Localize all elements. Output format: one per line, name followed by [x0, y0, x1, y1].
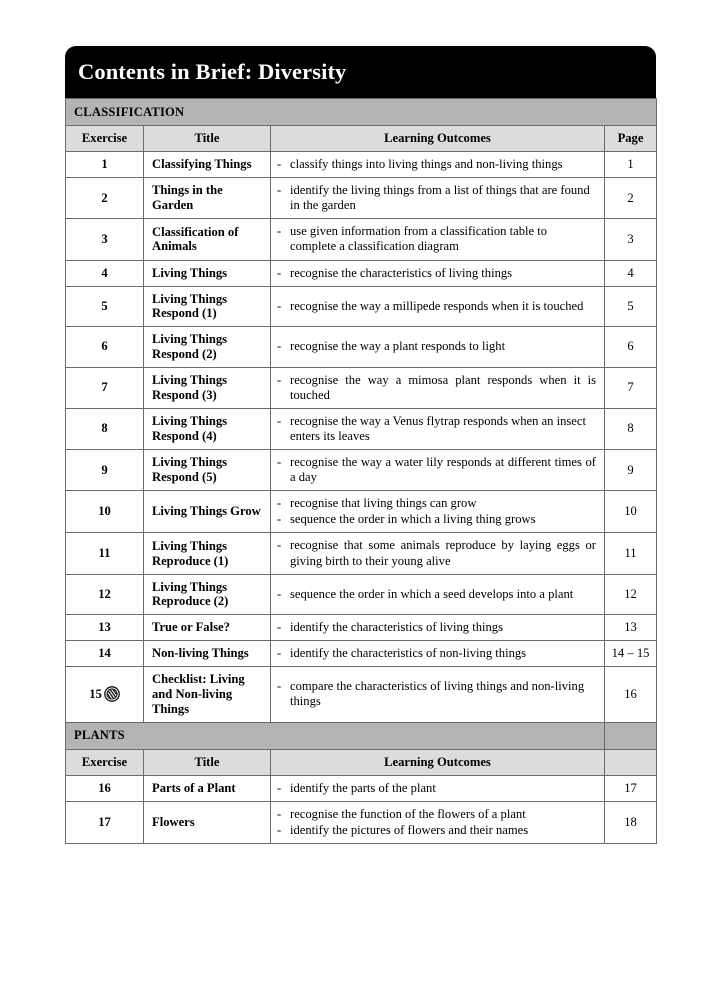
exercise-number-cell [66, 408, 144, 449]
page-number: 10 [605, 491, 657, 533]
learning-outcome-item [277, 807, 596, 822]
learning-outcome-text: identify the characteristics of non-living things [290, 646, 527, 661]
learning-outcome-text: sequence the order in which a living thing grows [290, 512, 536, 527]
learning-outcome-item [277, 587, 596, 602]
section-band-row [66, 722, 657, 749]
exercise-number-group [101, 232, 107, 247]
learning-outcome-item [277, 496, 596, 511]
learning-outcome-text: identify the pictures of flowers and their names [290, 822, 529, 837]
exercise-number-cell [66, 775, 144, 801]
learning-outcomes-list [277, 339, 596, 354]
learning-outcomes-cell [271, 260, 605, 286]
exercise-number-cell [66, 533, 144, 574]
learning-outcomes-cell [271, 615, 605, 641]
learning-outcome-text: recognise the way a millipede responds when it is touched [290, 298, 584, 313]
contents-table [65, 98, 657, 844]
exercise-number-group [98, 587, 111, 602]
bullet-dash-icon: - [277, 586, 282, 601]
learning-outcome-text: recognise the way a water lily responds at different times of a day [290, 455, 596, 485]
bullet-dash-icon: - [277, 265, 282, 280]
exercise-number: 17 [98, 814, 111, 829]
exercise-number-group [101, 266, 107, 281]
bullet-dash-icon: - [277, 157, 282, 171]
section-title: CLASSIFICATION [66, 99, 657, 126]
bullet-dash-icon: - [277, 224, 282, 239]
learning-outcomes-list [277, 299, 596, 314]
exercise-number: 7 [101, 380, 108, 395]
exercise-number-group [98, 504, 111, 519]
learning-outcome-item [277, 183, 596, 213]
exercise-title: Living Things Respond (5) [144, 450, 271, 491]
exercise-number-group [98, 815, 111, 830]
exercise-number-group [101, 339, 107, 354]
bullet-dash-icon: - [277, 298, 282, 313]
exercise-number: 10 [98, 504, 111, 519]
table-row[interactable] [66, 574, 657, 614]
page-number: 14 – 15 [605, 641, 657, 667]
column-header-page-blank [605, 749, 657, 775]
contents-sheet [65, 46, 656, 844]
bullet-dash-icon: - [277, 538, 282, 553]
page-number: 2 [605, 178, 657, 219]
page-number: 18 [605, 801, 657, 843]
exercise-number-cell [66, 450, 144, 491]
exercise-number: 4 [101, 265, 108, 280]
learning-outcomes-cell [271, 641, 605, 667]
exercise-number-cell [66, 178, 144, 219]
bullet-dash-icon: - [277, 512, 282, 527]
exercise-number-group [99, 546, 111, 561]
learning-outcomes-cell [271, 667, 605, 722]
exercise-title: Classifying Things [144, 152, 271, 178]
learning-outcome-item [277, 620, 596, 635]
exercise-number-cell [66, 260, 144, 286]
table-row[interactable] [66, 219, 657, 260]
section-band-spacer [605, 722, 657, 749]
table-row[interactable] [66, 260, 657, 286]
page-number: 1 [605, 152, 657, 178]
learning-outcome-text: recognise the characteristics of living things [290, 265, 513, 280]
learning-outcomes-list [277, 496, 596, 527]
learning-outcome-text: identify the characteristics of living things [290, 620, 503, 635]
exercise-title: Living Things [144, 260, 271, 286]
exercise-number-group [101, 463, 107, 478]
table-row[interactable] [66, 801, 657, 843]
column-header-page: Page [605, 126, 657, 152]
bullet-dash-icon: - [277, 183, 282, 198]
column-header-row [66, 126, 657, 152]
learning-outcomes-list [277, 157, 596, 172]
learning-outcome-text: identify the living things from a list of things that are found in the garden [290, 183, 590, 213]
exercise-title: True or False? [144, 615, 271, 641]
exercise-number-cell [66, 667, 144, 722]
learning-outcomes-list [277, 646, 596, 661]
page-number: 11 [605, 533, 657, 574]
table-row[interactable] [66, 408, 657, 449]
learning-outcome-text: identify the parts of the plant [290, 780, 436, 795]
learning-outcomes-list [277, 373, 596, 403]
learning-outcomes-list [277, 587, 596, 602]
bullet-dash-icon: - [277, 780, 282, 795]
table-row[interactable] [66, 775, 657, 801]
exercise-number-cell [66, 327, 144, 367]
page-number: 7 [605, 367, 657, 408]
exercise-number-group [98, 646, 111, 661]
exercise-title: Living Things Reproduce (1) [144, 533, 271, 574]
learning-outcomes-list [277, 266, 596, 281]
exercise-number: 3 [101, 231, 108, 246]
page-number: 16 [605, 667, 657, 722]
exercise-number: 2 [101, 190, 108, 205]
learning-outcomes-list [277, 538, 596, 568]
table-row[interactable] [66, 152, 657, 178]
exercise-number: 8 [101, 421, 108, 436]
table-row[interactable] [66, 327, 657, 367]
learning-outcome-text: recognise the way a mimosa plant responds when it is touched [290, 372, 596, 402]
table-row[interactable] [66, 178, 657, 219]
learning-outcomes-cell [271, 286, 605, 326]
exercise-number: 6 [101, 339, 108, 354]
page-number: 3 [605, 219, 657, 260]
page-number: 13 [605, 615, 657, 641]
exercise-title: Flowers [144, 801, 271, 843]
page-number: 4 [605, 260, 657, 286]
exercise-number-cell [66, 801, 144, 843]
exercise-title: Checklist: Living and Non-living Things [144, 667, 271, 722]
exercise-number: 16 [98, 780, 111, 795]
table-row[interactable] [66, 641, 657, 667]
learning-outcome-item [277, 414, 596, 444]
bullet-dash-icon: - [277, 496, 282, 511]
learning-outcome-text: recognise the way a Venus flytrap responds when an insect enters its leaves [290, 413, 586, 443]
learning-outcome-text: sequence the order in which a seed develops into a plant [290, 586, 574, 601]
learning-outcomes-list [277, 455, 596, 485]
table-row[interactable] [66, 615, 657, 641]
learning-outcomes-list [277, 183, 596, 213]
page-number: 8 [605, 408, 657, 449]
exercise-number: 5 [101, 298, 108, 313]
column-header-title: Title [144, 126, 271, 152]
learning-outcome-item [277, 646, 596, 661]
exercise-number-group [101, 299, 107, 314]
learning-outcomes-cell [271, 533, 605, 574]
page-number: 12 [605, 574, 657, 614]
learning-outcome-text: recognise the way a plant responds to light [290, 339, 506, 354]
learning-outcome-item [277, 339, 596, 354]
exercise-number-cell [66, 219, 144, 260]
exercise-title: Living Things Reproduce (2) [144, 574, 271, 614]
exercise-number-group [98, 620, 111, 635]
table-row[interactable] [66, 533, 657, 574]
exercise-number-cell [66, 615, 144, 641]
exercise-number-group [101, 421, 107, 436]
learning-outcomes-list [277, 781, 596, 796]
bullet-dash-icon: - [277, 822, 282, 837]
learning-outcomes-list [277, 224, 596, 254]
exercise-number-cell [66, 641, 144, 667]
learning-outcome-item [277, 823, 596, 838]
exercise-title: Non-living Things [144, 641, 271, 667]
table-row[interactable] [66, 667, 657, 722]
learning-outcome-item [277, 455, 596, 485]
learning-outcomes-list [277, 679, 596, 709]
table-row[interactable] [66, 367, 657, 408]
column-header-outcomes: Learning Outcomes [271, 749, 605, 775]
striped-disc-icon [104, 686, 120, 702]
exercise-title: Living Things Grow [144, 491, 271, 533]
learning-outcomes-list [277, 807, 596, 838]
exercise-title: Classification of Animals [144, 219, 271, 260]
learning-outcome-item [277, 157, 596, 172]
exercise-number-group [98, 781, 111, 796]
learning-outcomes-list [277, 414, 596, 444]
learning-outcomes-cell [271, 367, 605, 408]
exercise-title: Living Things Respond (3) [144, 367, 271, 408]
learning-outcome-text: use given information from a classification table to complete a classification diagram [290, 224, 548, 254]
exercise-number-group [101, 157, 107, 172]
section-band-row [66, 99, 657, 126]
learning-outcome-item [277, 781, 596, 796]
bullet-dash-icon: - [277, 620, 282, 635]
exercise-number: 13 [98, 620, 111, 635]
bullet-dash-icon: - [277, 646, 282, 661]
column-header-exercise: Exercise [66, 126, 144, 152]
exercise-number-group [89, 686, 120, 702]
column-header-outcomes: Learning Outcomes [271, 126, 605, 152]
learning-outcomes-cell [271, 327, 605, 367]
page-number: 6 [605, 327, 657, 367]
bullet-dash-icon: - [277, 339, 282, 354]
learning-outcome-text: recognise that some animals reproduce by laying eggs or giving birth to their young alive [290, 538, 596, 568]
page-number: 9 [605, 450, 657, 491]
learning-outcome-text: recognise that living things can grow [290, 496, 477, 511]
learning-outcomes-cell [271, 801, 605, 843]
bullet-dash-icon: - [277, 455, 282, 470]
learning-outcomes-cell [271, 491, 605, 533]
title-bar [65, 46, 656, 98]
learning-outcomes-cell [271, 219, 605, 260]
exercise-number: 1 [101, 157, 108, 172]
section-title: PLANTS [66, 722, 605, 749]
exercise-number-cell [66, 152, 144, 178]
learning-outcome-text: classify things into living things and non-living things [290, 157, 563, 171]
exercise-number: 9 [101, 462, 108, 477]
learning-outcome-text: recognise the function of the flowers of a plant [290, 806, 526, 821]
table-row[interactable] [66, 491, 657, 533]
exercise-title: Living Things Respond (1) [144, 286, 271, 326]
exercise-number-cell [66, 286, 144, 326]
exercise-title: Things in the Garden [144, 178, 271, 219]
exercise-number-group [101, 380, 107, 395]
learning-outcome-item [277, 679, 596, 709]
exercise-title: Living Things Respond (2) [144, 327, 271, 367]
learning-outcomes-cell [271, 152, 605, 178]
bullet-dash-icon: - [277, 806, 282, 821]
learning-outcome-item [277, 224, 596, 254]
learning-outcomes-cell [271, 775, 605, 801]
learning-outcomes-cell [271, 574, 605, 614]
learning-outcomes-cell [271, 450, 605, 491]
column-header-row [66, 749, 657, 775]
column-header-exercise: Exercise [66, 749, 144, 775]
learning-outcome-item [277, 373, 596, 403]
learning-outcome-item [277, 538, 596, 568]
exercise-number-cell [66, 367, 144, 408]
bullet-dash-icon: - [277, 679, 282, 694]
exercise-number: 14 [98, 646, 111, 661]
learning-outcome-text: compare the characteristics of living things and non-living things [290, 679, 585, 709]
exercise-number-cell [66, 574, 144, 614]
learning-outcomes-cell [271, 408, 605, 449]
exercise-number-cell [66, 491, 144, 533]
exercise-title: Parts of a Plant [144, 775, 271, 801]
learning-outcome-item [277, 266, 596, 281]
bullet-dash-icon: - [277, 413, 282, 428]
exercise-title: Living Things Respond (4) [144, 408, 271, 449]
page-number: 17 [605, 775, 657, 801]
page-number: 5 [605, 286, 657, 326]
learning-outcomes-list [277, 620, 596, 635]
learning-outcome-item [277, 512, 596, 527]
page-title: Contents in Brief: Diversity [78, 58, 347, 84]
table-row[interactable] [66, 286, 657, 326]
learning-outcome-item [277, 299, 596, 314]
exercise-number-group [101, 191, 107, 206]
table-row[interactable] [66, 450, 657, 491]
exercise-number: 12 [98, 586, 111, 601]
column-header-title: Title [144, 749, 271, 775]
learning-outcomes-cell [271, 178, 605, 219]
bullet-dash-icon: - [277, 372, 282, 387]
exercise-number: 11 [98, 546, 111, 561]
exercise-number: 15 [89, 686, 102, 701]
